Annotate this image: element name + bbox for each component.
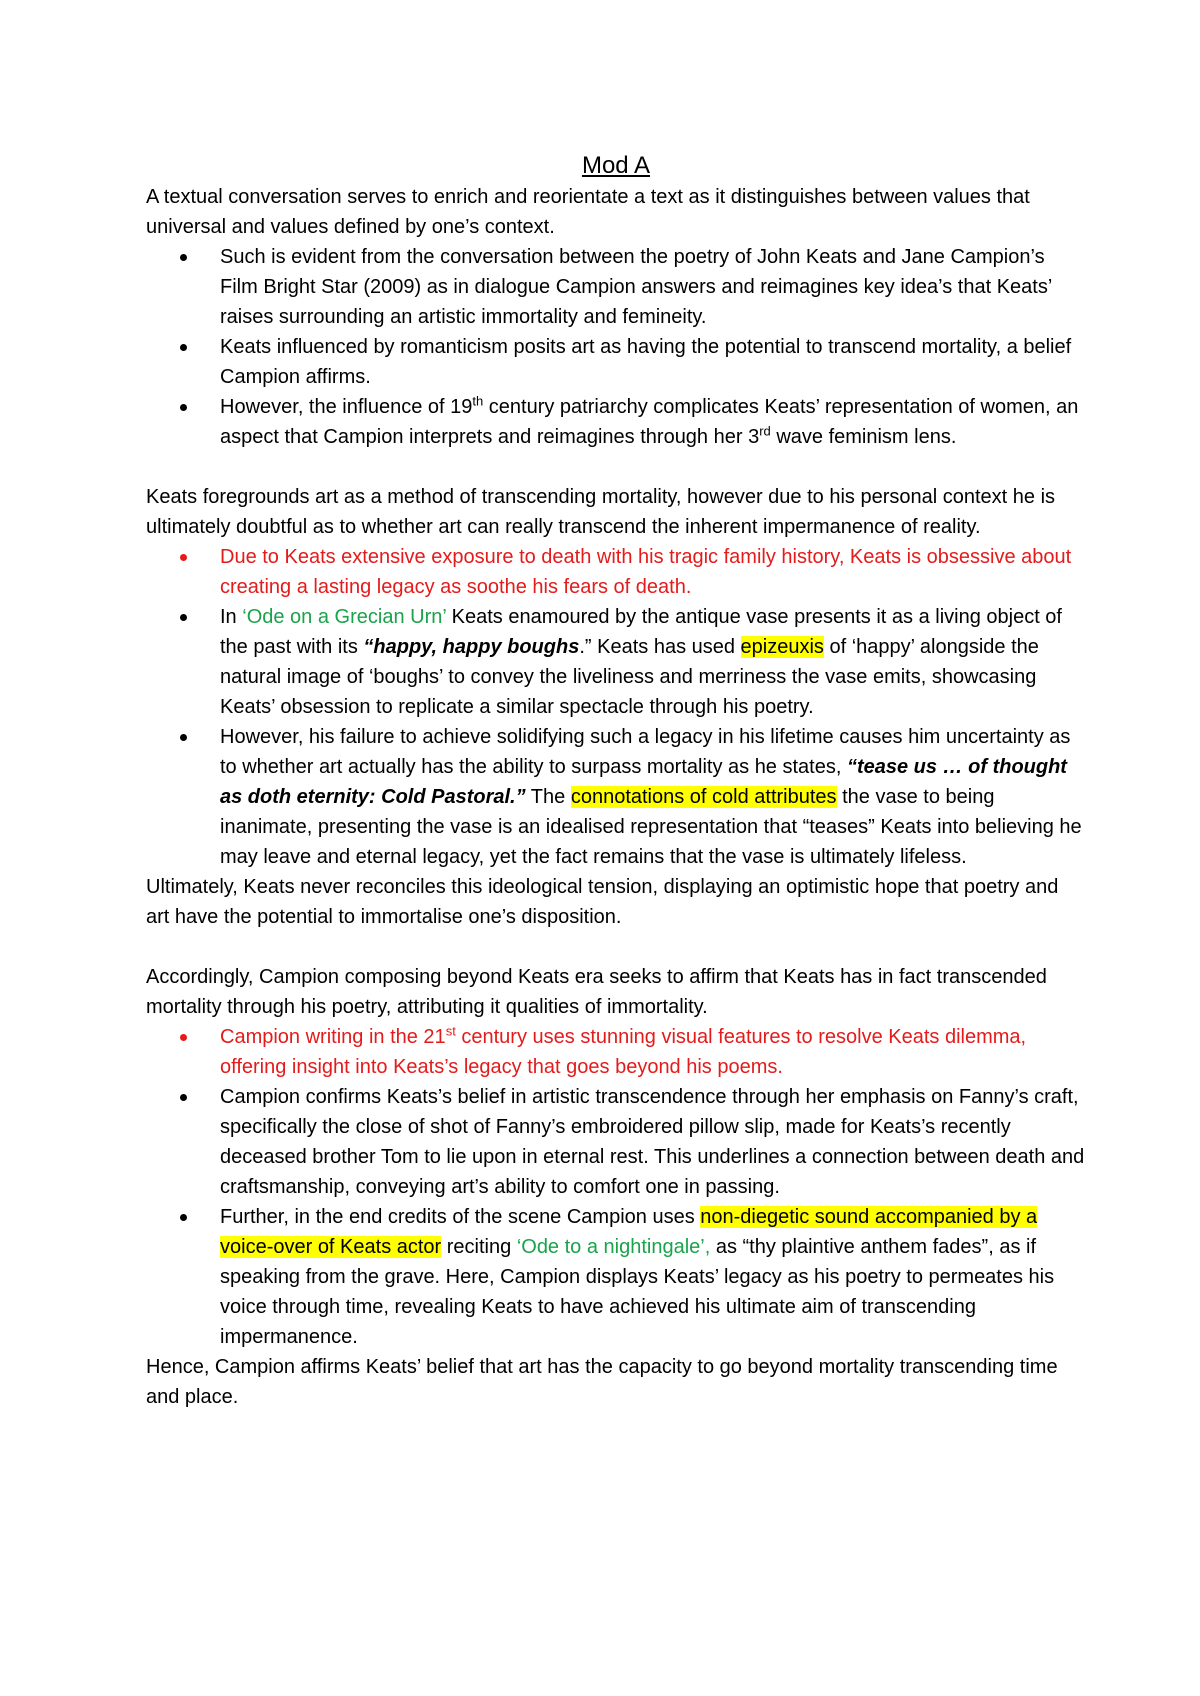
bullet-icon	[180, 614, 187, 621]
section3-bullet-list	[146, 1022, 1086, 1352]
highlight: connotations of cold attributes	[570, 786, 837, 808]
document-title: Mod A	[581, 152, 651, 179]
section2-bullet: However, his failure to achieve solidifying such a legacy in his lifetime causes him uncertainty as to whether art actually has the ability to surpass mortality as he states, “tease us … of thought as doth eternity: Cold Pastoral.” The connotations of cold attributes the vase to being inanimate, presenting the vase is an idealised representation that “teases” Keats into believing he may leave and eternal legacy, yet the fact remains that the vase is ultimately lifeless.	[146, 722, 1086, 872]
section2-paragraph: Keats foregrounds art as a method of transcending mortality, however due to his personal context he is ultimately doubtful as to whether art can really transcend the inherent impermanence of reality.	[146, 486, 1056, 538]
bullet-icon	[180, 734, 187, 741]
bullet-icon	[180, 1034, 187, 1041]
bullet-icon	[180, 254, 187, 261]
intro-bullet-list	[146, 242, 1086, 452]
section2-bullet-list	[146, 542, 1086, 872]
section3-bullet-red: Campion writing in the 21st century uses stunning visual features to resolve Keats dilemma, offering insight into Keats’s legacy that goes beyond his poems.	[146, 1022, 1086, 1082]
poem-title-green: ‘Ode on a Grecian Urn’	[242, 606, 447, 628]
poem-title-green: ‘Ode to a nightingale’,	[516, 1236, 711, 1258]
paragraph-spacer	[146, 932, 1086, 962]
section3-bullet: Further, in the end credits of the scene Campion uses non-diegetic sound accompanied by a voice-over of Keats actor reciting ‘Ode to a nightingale’, as “thy plaintive anthem fades”, as if speaking from the grave. Here, Campion displays Keats’ legacy as his poetry to permeates his voice through time, revealing Keats to have achieved his ultimate aim of transcending impermanence.	[146, 1202, 1086, 1352]
highlight: epizeuxis	[740, 636, 824, 658]
bullet-icon	[180, 404, 187, 411]
intro-bullet: Keats influenced by romanticism posits art as having the potential to transcend mortality, a belief Campion affirms.	[146, 332, 1086, 392]
section3-bullet: Campion confirms Keats’s belief in artistic transcendence through her emphasis on Fanny’s craft, specifically the close of shot of Fanny’s embroidered pillow slip, made for Keats’s recently deceased brother Tom to lie upon in eternal rest. This underlines a connection between death and craftsmanship, conveying art’s ability to comfort one in passing.	[146, 1082, 1086, 1202]
document-body	[146, 150, 1086, 1412]
bullet-icon	[180, 554, 187, 561]
bullet-icon	[180, 1094, 187, 1101]
quote-bold-italic: “happy, happy boughs	[363, 636, 580, 658]
section2-conclusion: Ultimately, Keats never reconciles this ideological tension, displaying an optimistic hope that poetry and art have the potential to immortalise one’s disposition.	[146, 876, 1059, 928]
bullet-icon	[180, 344, 187, 351]
section2-bullet-red: Due to Keats extensive exposure to death with his tragic family history, Keats is obsessive about creating a lasting legacy as soothe his fears of death.	[146, 542, 1086, 602]
intro-bullet: Such is evident from the conversation between the poetry of John Keats and Jane Campion’s Film Bright Star (2009) as in dialogue Campion answers and reimagines key idea’s that Keats’ raises surrounding an artistic immortality and femineity.	[146, 242, 1086, 332]
highlight: non-diegetic sound accompanied by a voice-over of Keats actor	[220, 1206, 1038, 1258]
intro-bullet: However, the influence of 19th century patriarchy complicates Keats’ representation of women, an aspect that Campion interprets and reimagines through her 3rd wave feminism lens.	[146, 392, 1086, 452]
section3-paragraph: Accordingly, Campion composing beyond Keats era seeks to affirm that Keats has in fact transcended mortality through his poetry, attributing it qualities of immortality.	[146, 966, 1047, 1018]
section2-bullet: In ‘Ode on a Grecian Urn’ Keats enamoured by the antique vase presents it as a living object of the past with its “happy, happy boughs.” Keats has used epizeuxis of ‘happy’ alongside the natural image of ‘boughs’ to convey the liveliness and merriness the vase emits, showcasing Keats’ obsession to replicate a similar spectacle through his poetry.	[146, 602, 1086, 722]
intro-paragraph: A textual conversation serves to enrich and reorientate a text as it distinguishes between values that universal and values defined by one’s context.	[146, 186, 1030, 238]
paragraph-spacer	[146, 452, 1086, 482]
section3-conclusion: Hence, Campion affirms Keats’ belief that art has the capacity to go beyond mortality transcending time and place.	[146, 1356, 1058, 1408]
bullet-icon	[180, 1214, 187, 1221]
quote-bold-italic: “tease us … of thought as doth eternity: Cold Pastoral.”	[220, 756, 1067, 808]
